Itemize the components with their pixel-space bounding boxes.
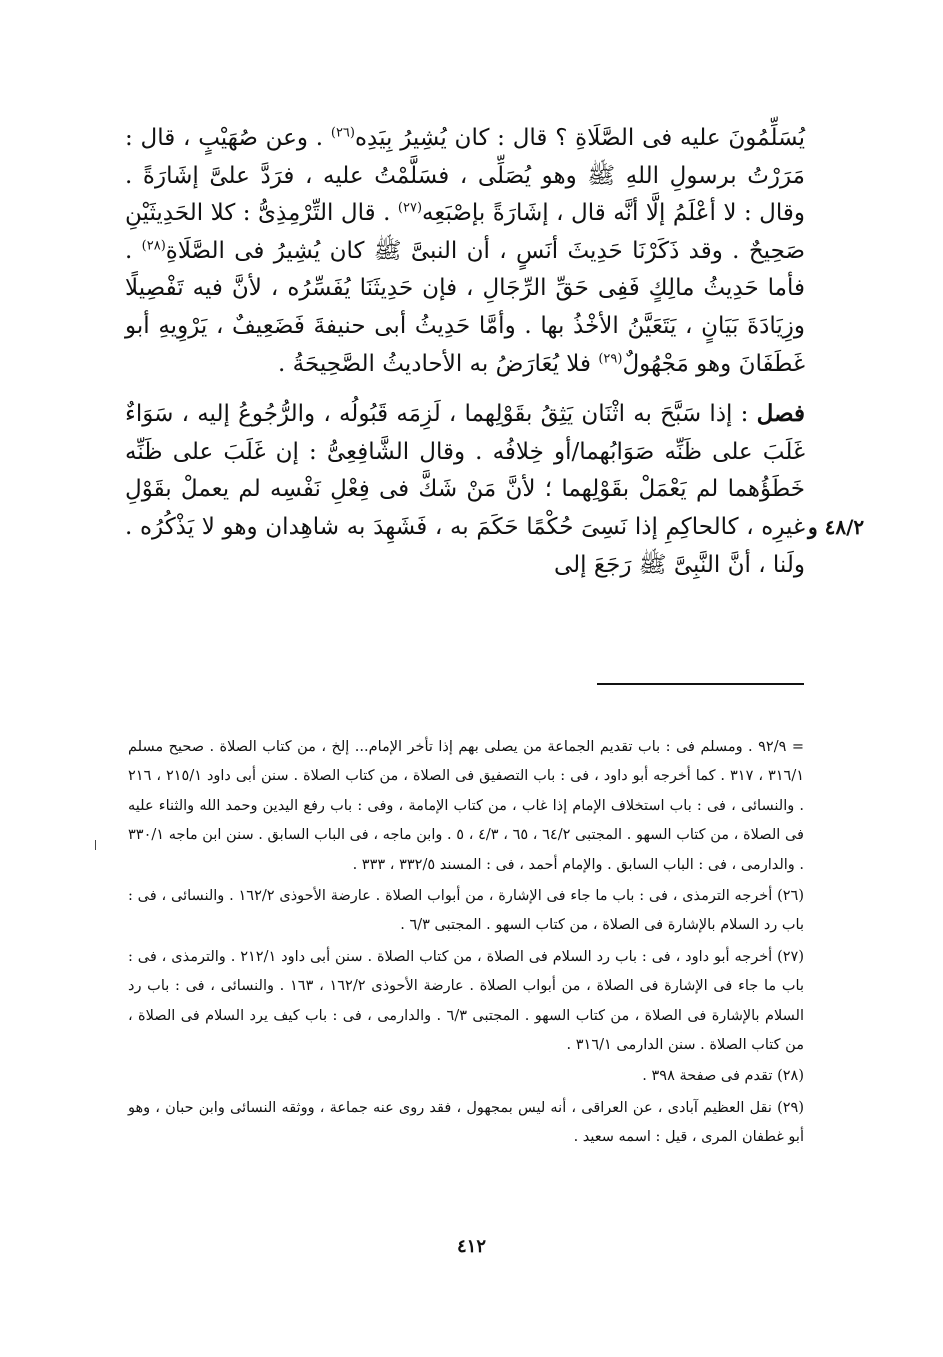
text-run: . قال التِّرْمِذِىُّ : كلا الحَدِيثَيْنِ صَحِيحٌ . وقد ذَكَرْنَا حَدِيثَ أنَسٍ ، أن النبىَّ ﷺ كان يُشِيرُ فى الصَّلَاةِ <box>125 200 805 264</box>
main-text <box>125 120 805 584</box>
text-run: يُسَلِّمُونَ عليه فى الصَّلَاةِ ؟ قال : كان يُشِيرُ بِيَدِه <box>354 125 806 151</box>
text-run: . فأما حَدِيثُ مالِكٍ فَفِى حَقِّ الرِّجَالِ ، فإن حَدِيثَنَا يُفَسِّرُه ، لأنَّ فيه تَفْصِيلًا وزِيَادَةَ بَيَانٍ ، يَتَعَيَّنُ الأخْذُ بها . وأمَّا حَدِيثُ أبى حنيفةَ فَضَعِيفٌ ، يَرْوِيهِ أبو غَطَفَانَ وهو مَجْهُولٌ <box>125 237 805 377</box>
footnote-28: (٢٨) تقدم فى صفحة ٣٩٨ . <box>642 1068 804 1085</box>
footnote-divider <box>597 683 804 685</box>
footnote-ref-27[interactable]: (٢٧) <box>397 200 423 216</box>
footnote-continued: = ٩٢/٩ . ومسلم فى : باب تقديم الجماعة من يصلى بهم إذا تأخر الإمام... إلخ ، من كتاب الصلاة . صحيح مسلم ٣١٦/١ ، ٣١٧ . كما أخرجه أبو داود ، فى : باب التصفيق فى الصلاة ، من كتاب الصلاة . سنن أبى داود ٢١٥/١ ، ٢١٦ . والنسائى ، فى : باب استخلاف الإمام إذا غاب ، من كتاب الإمامة ، وفى : باب رفع اليدين وحمد الله والثناء عليه فى الصلاة ، من كتاب السهو . المجتبى ٦٤/٢ ، ٦٥ ، ٤/٣ ، ٥ . وابن ماجه ، فى الباب السابق . سنن ابن ماجه ٣٣٠/١ . والدارمى ، فى : الباب السابق . والإمام أحمد ، فى : المسند ٣٣٢/٥ ، ٣٣٣ . <box>128 739 805 873</box>
paragraph-1 <box>125 120 805 383</box>
footnotes <box>128 733 804 1153</box>
paragraph-fasl <box>125 395 805 584</box>
footnote-26: (٢٦) أخرجه الترمذى ، فى : باب ما جاء فى الإشارة ، من أبواب الصلاة . عارضة الأحوذى ١٦٢/٢ . والنسائى ، فى : باب رد السلام بالإشارة فى الصلاة ، من كتاب السهو . المجتبى ٦/٣ . <box>128 888 804 934</box>
text-run: : إذا سَبَّحَ به اثْنَان يَثِقُ بقَوْلِهما ، لَزِمَه قَبُولُه ، والرُّجُوعُ إليه ، سَوَاءٌ غَلَبَ على ظَنِّه صَوَابُهما/أو خِلافُه . وقال الشَّافِعِىُّ : إن غَلَبَ على ظَنِّه خَطَؤُهما لم يَعْمَلْ بقَوْلِهما ؛ لأنَّ مَنْ شَكَّ فى فِعْلِ نَفْسِه لم يعملْ بقَوْلِ غيرِه ، كالحاكِمِ إذا نَسِىَ حُكْمًا حَكَمَ به ، فَشَهِدَ به شاهِدان وهو لا يَذْكُرُه . ولَنا ، أنَّ النَّبِىَّ ﷺ رَجَعَ إلى <box>125 401 805 578</box>
margin-reference: ٤٨/٢ و <box>808 515 865 539</box>
footnote-ref-26[interactable]: (٢٦) <box>330 125 355 141</box>
footnote-ref-28[interactable]: (٢٨) <box>141 238 166 254</box>
page-number: ٤١٢ <box>456 1236 486 1257</box>
section-keyword: فصل <box>756 400 805 428</box>
text-run: . وعن صُهَيْبٍ ، قال : مَرَرْتُ برسولِ اللهِ ﷺ وهو يُصَلِّى ، فسَلَّمْتُ عليه ، فرَدَّ علىَّ إشَارَةً . وقال : لا أعْلَمُ إلَّا أنَّه قال ، إشَارَةً بإصْبَعِه <box>125 125 805 227</box>
footnote-ref-29[interactable]: (٢٩) <box>598 350 623 366</box>
footnote-27: (٢٧) أخرجه أبو داود ، فى : باب رد السلام فى الصلاة ، من كتاب الصلاة . سنن أبى داود ٢١٢/١ . والترمذى ، فى : باب ما جاء فى الإشارة فى الصلاة ، من أبواب الصلاة . عارضة الأحوذى ١٦٢/٢ ، ١٦٣ . والنسائى ، فى : باب رد السلام بالإشارة فى الصلاة ، من كتاب السهو . المجتبى ٦/٣ . والدارمى ، فى : باب كيف يرد السلام فى الصلاة ، من كتاب الصلاة . سنن الدارمى ٣١٦/١ . <box>128 948 804 1054</box>
footnote-29: (٢٩) نقل العظيم آبادى ، عن العراقى ، أنه ليس بمجهول ، فقد روى عنه جماعة ، ووثقه النسائى وابن حبان ، وهو أبو غطفان المرى ، قيل : اسمه سعيد . <box>128 1099 804 1146</box>
text-run: فلا يُعَارَضُ به الأحاديثُ الصَّحِيحَةُ . <box>278 350 599 377</box>
scan-mark <box>95 840 96 850</box>
